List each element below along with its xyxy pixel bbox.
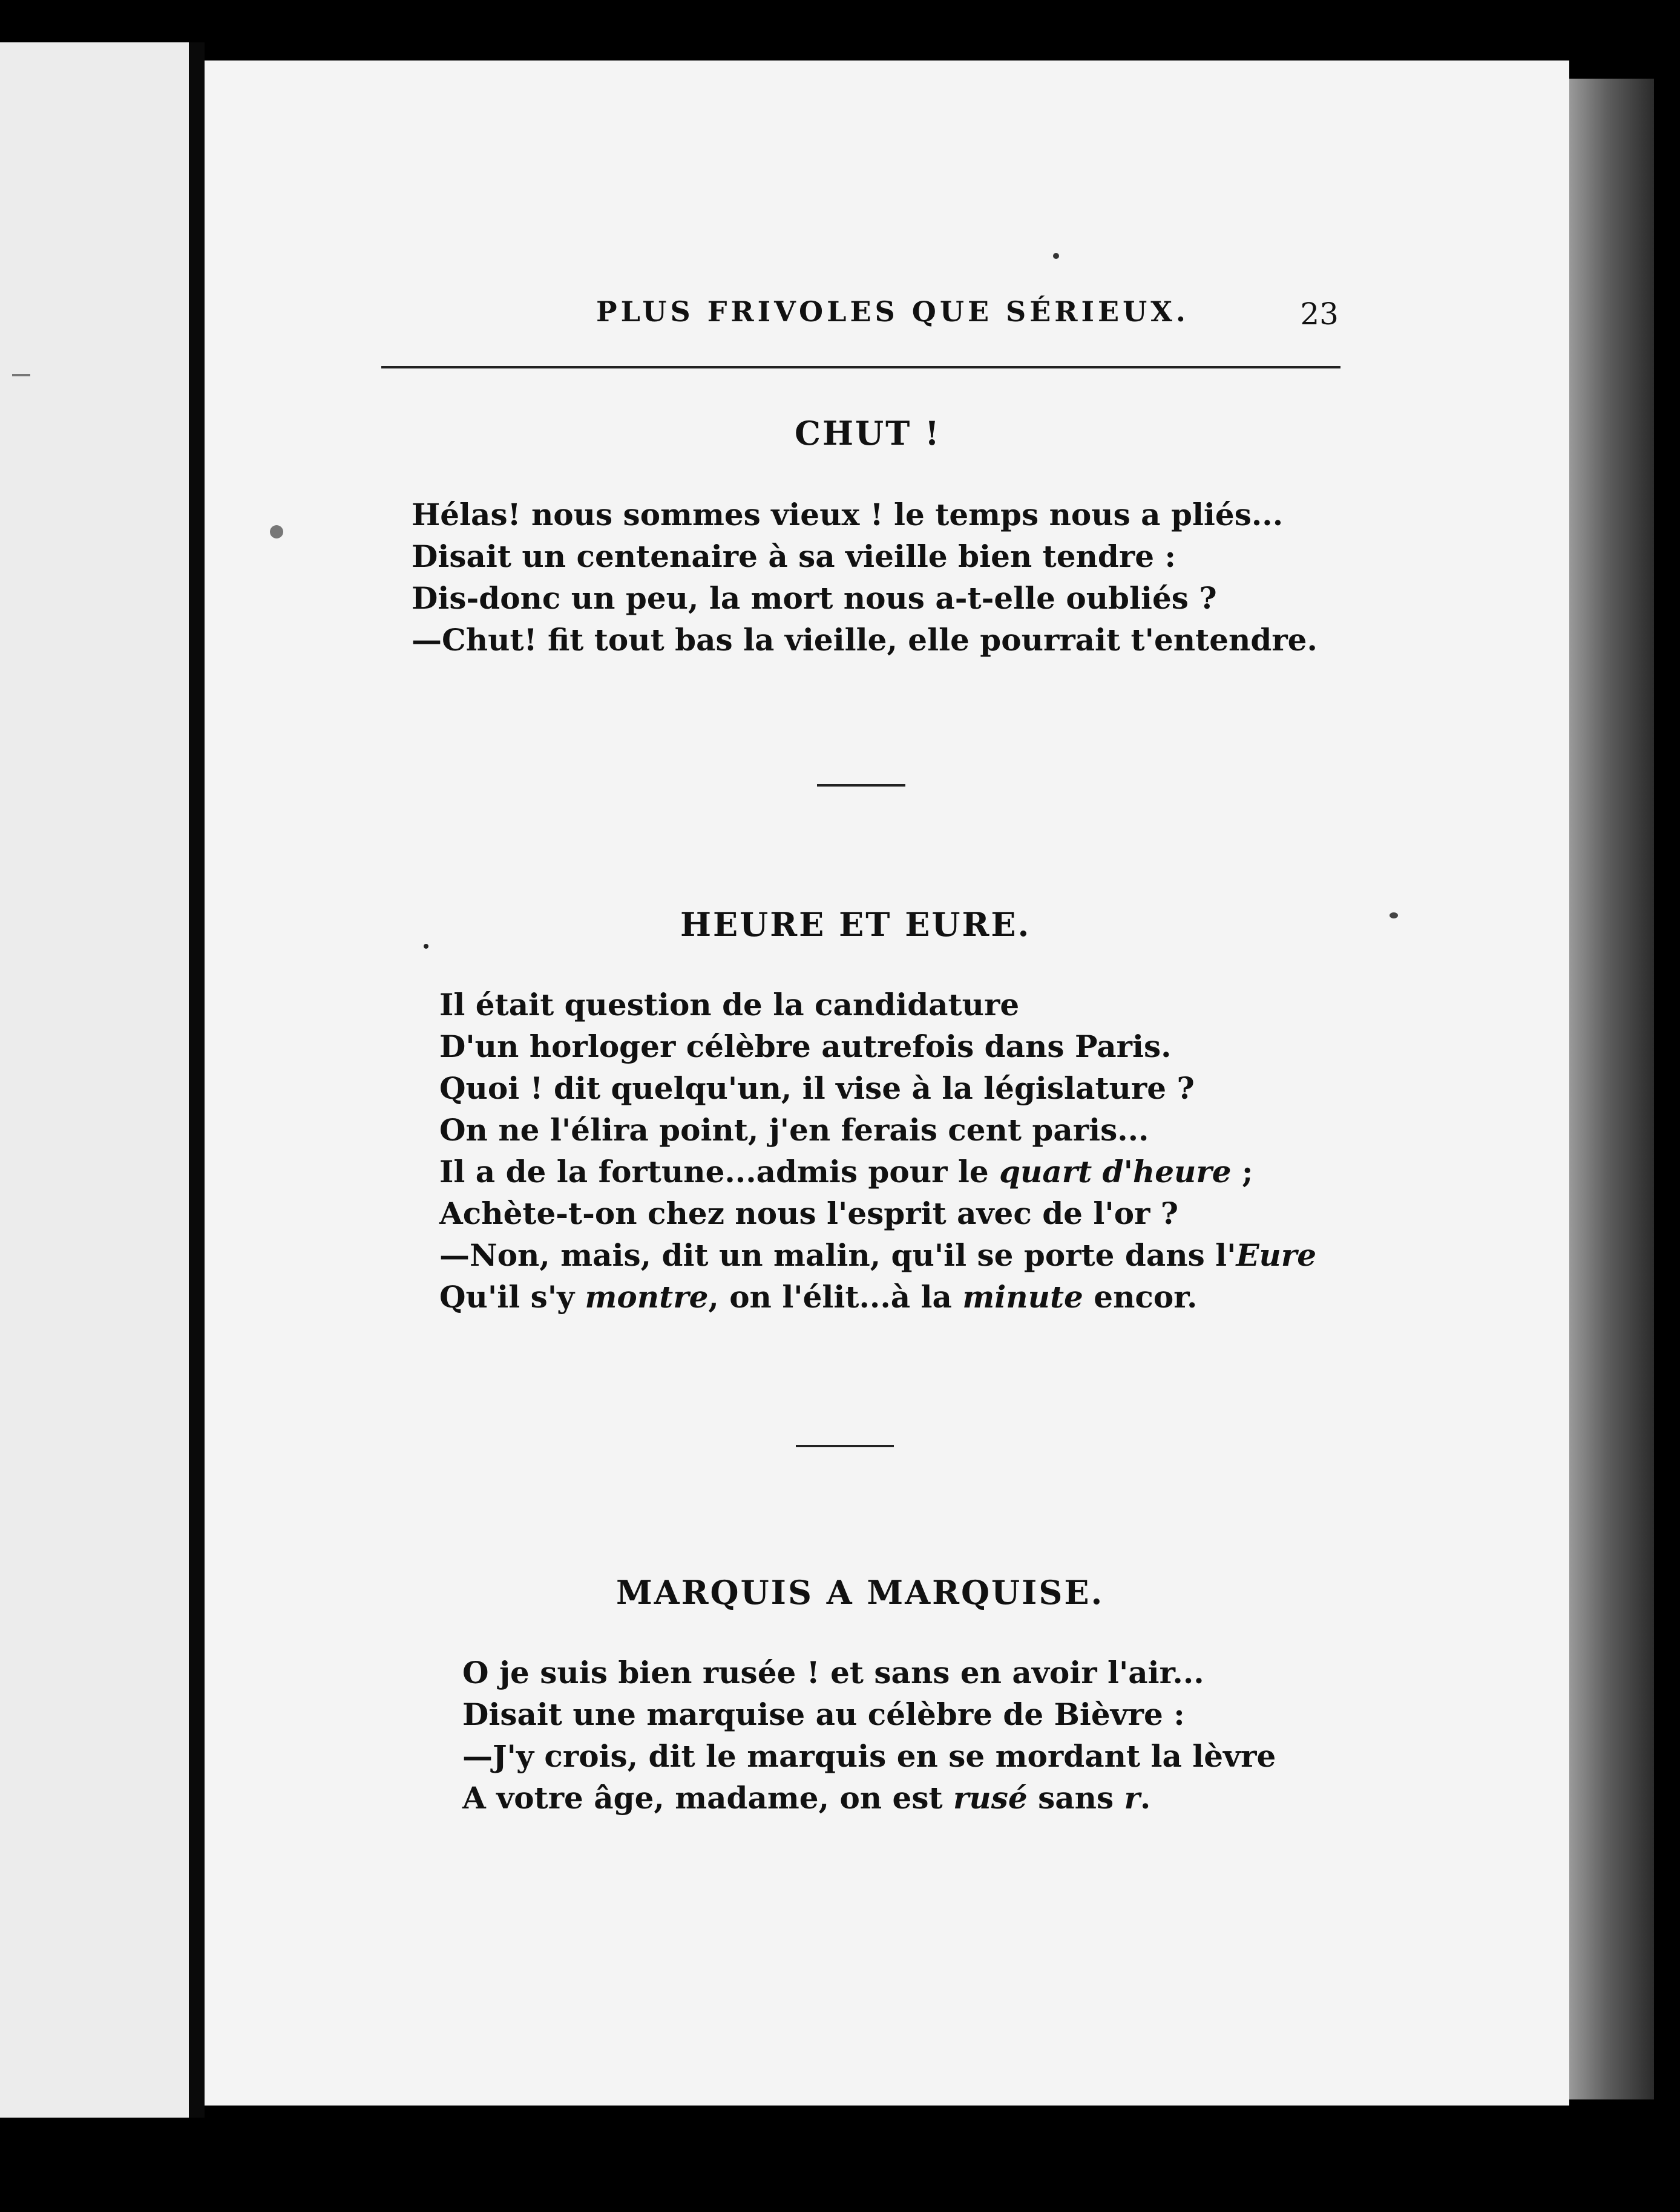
verse-line: Qu'il s'y montre, on l'élit...à la minute encor. [439,1279,1198,1315]
verse-line: O je suis bien rusée ! et sans en avoir l'air... [462,1655,1204,1690]
verse-line: On ne l'élira point, j'en ferais cent paris... [439,1112,1149,1148]
page-number: 23 [1300,296,1339,332]
paper-speck [1390,912,1398,918]
paper-speck [424,944,428,949]
verse-line: Disait un centenaire à sa vieille bien tendre : [412,538,1176,574]
verse-line: —Non, mais, dit un malin, qu'il se porte dans l'Eure [439,1237,1317,1273]
section-separator [796,1445,894,1447]
verse-line: Quoi ! dit quelqu'un, il vise à la législature ? [439,1070,1195,1106]
poem-title-marquis-a-marquise: MARQUIS A MARQUISE. [616,1573,1104,1612]
verse-line: Achète-t-on chez nous l'esprit avec de l'or ? [439,1196,1179,1231]
verse-line: Il a de la fortune...admis pour le quart d'heure ; [439,1154,1253,1189]
paper-speck [270,525,283,538]
header-rule [381,366,1340,368]
verse-line: D'un horloger célèbre autrefois dans Paris. [439,1029,1172,1064]
poem-title-chut: CHUT ! [795,414,941,453]
poem-chut-verses [412,494,1317,661]
poem-title-heure-et-eure: HEURE ET EURE. [680,905,1031,944]
verse-line: Disait une marquise au célèbre de Bièvre : [462,1697,1185,1732]
verse-line: —Chut! fit tout bas la vieille, elle pourrait t'entendre. [412,622,1317,658]
paper-speck [1053,253,1059,259]
verse-line: Il était question de la candidature [439,987,1020,1023]
page-edge-shadow [1569,79,1654,2099]
verse-line: Hélas! nous sommes vieux ! le temps nous a pliés... [412,497,1284,532]
facing-page-edge [0,42,189,2118]
section-separator [817,784,905,787]
running-title: PLUS FRIVOLES QUE SÉRIEUX. [596,295,1189,328]
verse-line: A votre âge, madame, on est rusé sans r. [462,1780,1151,1816]
book-gutter [189,42,205,2118]
verse-line: —J'y crois, dit le marquis en se mordant la lèvre [462,1738,1276,1774]
poem-marquis-verses [462,1652,1276,1819]
poem-heure-verses [439,984,1316,1318]
verse-line: Dis-donc un peu, la mort nous a-t-elle oubliés ? [412,580,1217,616]
facing-page-mark [12,374,30,376]
running-header [387,295,1416,344]
